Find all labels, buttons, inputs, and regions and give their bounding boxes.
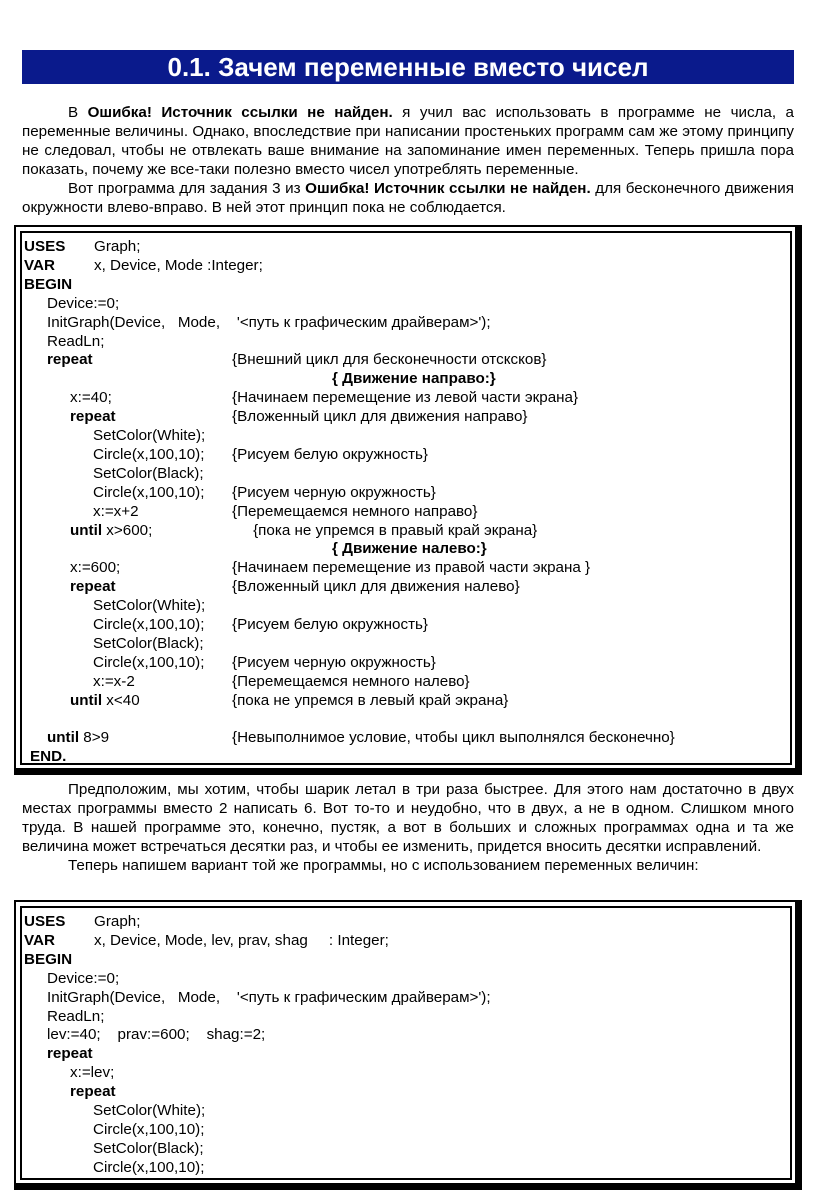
code-keyword: VAR [24,256,55,274]
code-comment: {пока не упремся в правый край экрана} [232,521,538,539]
code-comment: {Вложенный цикл для движения направо} [232,408,528,426]
intro-text [22,103,794,217]
code-keyword: repeat [70,1083,116,1101]
code-text: Device:=0; [47,294,120,312]
intro-paragraph-1 [22,103,794,179]
code-text: Circle(x,100,10); [93,653,205,671]
code-section-header: { Движение направо:} [332,370,496,388]
code-keyword: repeat [47,351,93,369]
code-comment: {Невыполнимое условие, чтобы цикл выполнялся бесконечно} [232,729,675,747]
code-section-header: { Движение налево:} [332,540,487,558]
code-keyword: USES [24,913,66,930]
code-keyword: until [70,691,103,709]
code-comment: {Рисуем белую окружность} [232,616,429,633]
code-text: InitGraph(Device, Mode, '<путь к графическим драйверам>'); [47,313,491,331]
code-text: SetColor(Black); [93,634,204,652]
code-text: lev:=40; prav:=600; shag:=2; [47,1026,266,1044]
code-text: x>600; [102,521,153,539]
code-comment: {Внешний цикл для бесконечности отсксков} [232,351,547,369]
code-keyword: until [70,521,103,539]
code-listing-1-inner [20,231,792,765]
code-comment: {Перемещаемся немного налево} [232,672,470,690]
code-keyword: repeat [47,1045,93,1063]
code-comment: {Рисуем черную окружность} [232,653,436,671]
code-text: SetColor(White); [93,1102,206,1119]
code-text: Graph; [94,238,141,255]
code-text: Circle(x,100,10); [93,483,205,501]
intro-paragraph-2 [22,179,794,217]
code-text: x:=40; [70,389,112,407]
code-text: 8>9 [79,729,110,747]
code-keyword: END. [30,748,67,766]
code-text: Circle(x,100,10); [93,445,205,463]
code-text: x, Device, Mode :Integer; [94,256,263,274]
code-comment: {Начинаем перемещение из правой части экрана } [232,559,591,577]
code-text: x:=lev; [70,1064,115,1082]
code-comment: {Вложенный цикл для движения налево} [232,578,520,596]
code-text: ReadLn; [47,1007,105,1025]
code-keyword: USES [24,238,66,255]
code-comment: {пока не упремся в левый край экрана} [232,691,509,709]
code-keyword: VAR [24,931,55,949]
middle-text [22,780,794,875]
text: Вот программа для задания 3 из [68,180,306,197]
code-comment: {Рисуем белую окружность} [232,445,429,463]
section-title: 0.1. Зачем переменные вместо чисел [22,50,794,84]
code-text: ReadLn; [47,332,105,350]
code-text: SetColor(Black); [93,464,204,482]
text: для бесконечного движения окружности влево-вправо. В ней этот принцип пока не соблюдается. [22,180,795,216]
text: В [68,104,88,121]
code-keyword: until [47,729,80,747]
broken-reference: Ошибка! Источник ссылки не найден. [305,180,591,197]
code-text: x, Device, Mode, lev, prav, shag : Integer; [94,931,389,949]
code-comment: {Начинаем перемещение из левой части экрана} [232,389,579,407]
code-text: Device:=0; [47,969,120,987]
code-text: Circle(x,100,10); [93,1120,205,1138]
code-text: x:=x-2 [93,672,135,690]
code-comment: {Рисуем черную окружность} [232,483,436,501]
code-comment: {Перемещаемся немного направо} [232,502,478,520]
code-text: x:=x+2 [93,502,139,520]
text: я учил вас использовать в программе не числа, а переменные величины. Однако, впоследствие при написании простеньких программ сам же этому принципу не следовал, чтобы не отвлекать ваше внимание на запоминание имен переменных. Теперь пришла пора показать, почему же все-таки полезно вместо чисел употреблять переменные. [22,104,795,178]
code-keyword: BEGIN [24,950,73,968]
code-text: Circle(x,100,10); [93,616,205,633]
middle-paragraph-2: Теперь напишем вариант той же программы, но с использованием переменных величин: [68,857,699,874]
code-keyword: BEGIN [24,275,73,293]
code-keyword: repeat [70,578,116,596]
code-keyword: repeat [70,408,116,426]
code-text: x:=600; [70,559,121,577]
code-listing-2 [14,900,802,1190]
code-text: Circle(x,100,10); [93,1158,205,1176]
code-listing-2-inner [20,906,792,1180]
code-listing-1 [14,225,802,775]
code-text: SetColor(White); [93,427,206,444]
code-text: SetColor(White); [93,597,206,615]
code-text: x<40 [102,691,140,709]
code-text: InitGraph(Device, Mode, '<путь к графическим драйверам>'); [47,988,491,1006]
broken-reference: Ошибка! Источник ссылки не найден. [87,104,393,121]
middle-paragraph-1: Предположим, мы хотим, чтобы шарик летал в три раза быстрее. Для этого нам достаточно в двух местах программы вместо 2 написать 6. Вот то-то и неудобно, что в двух, а не в одном. Слишком много труда. В нашей программе это, конечно, пустяк, а вот в больших и сложных программах одна и та же величина может встречаться десятки раз, и чтобы ее изменить, придется вносить десятки исправлений. [22,781,794,855]
code-text: SetColor(Black); [93,1139,204,1157]
code-text: Graph; [94,913,141,930]
